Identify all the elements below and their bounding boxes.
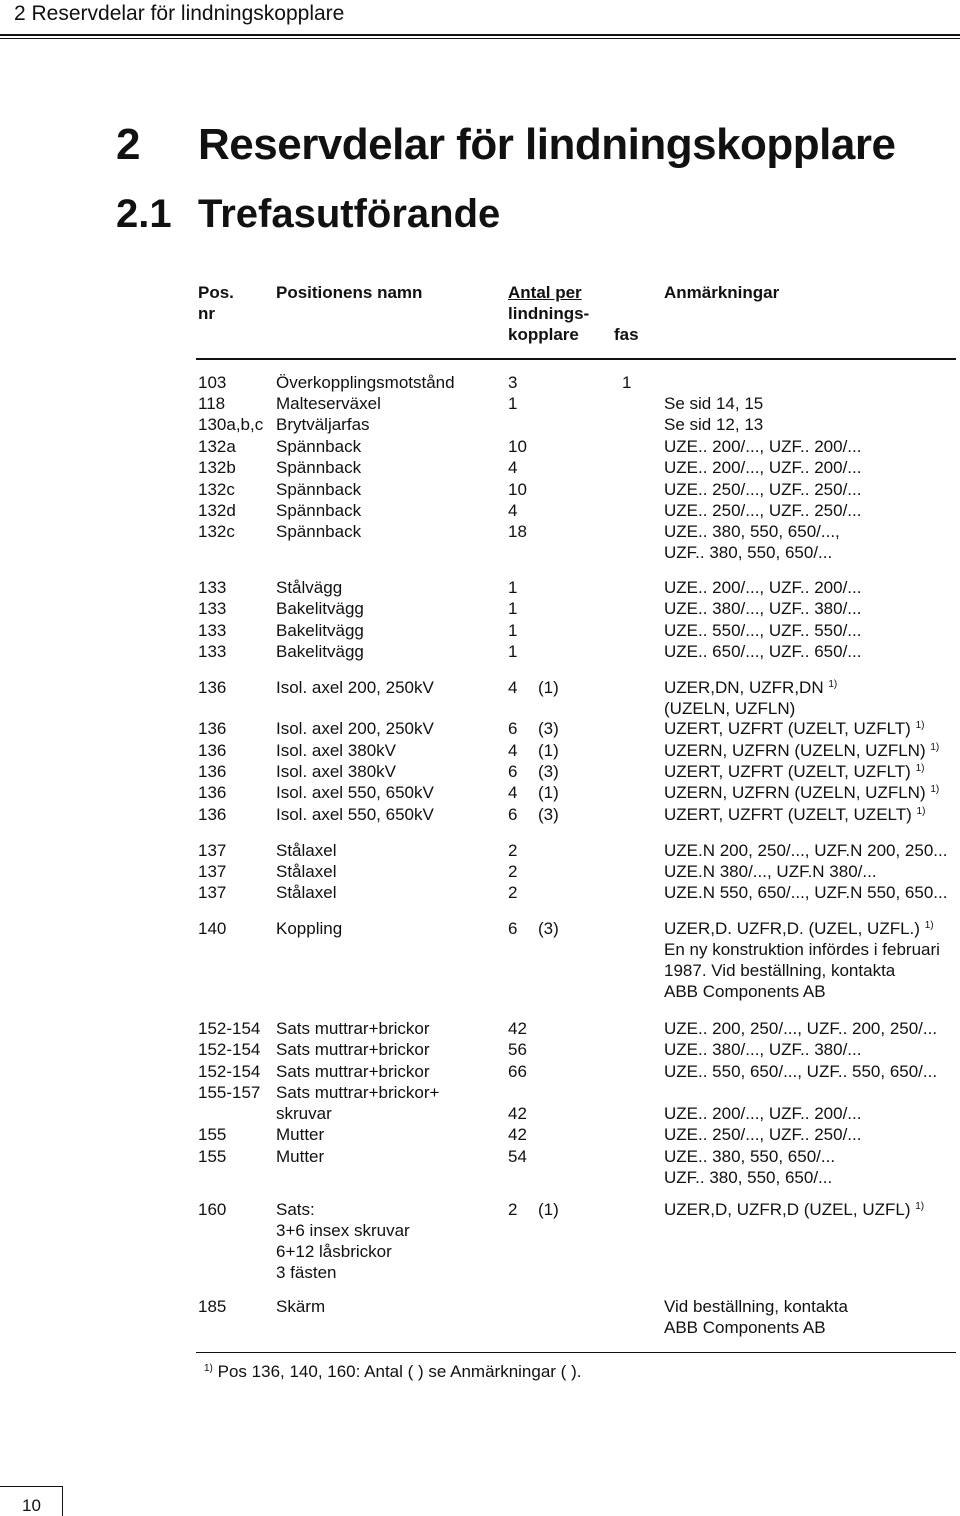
cell-note-text: UZE.. 380/..., UZF.. 380/...: [664, 1040, 862, 1059]
cell-note-text: UZE.. 380, 550, 650/...: [664, 1147, 836, 1166]
cell-name-line: Överkopplingsmotstånd: [276, 373, 455, 392]
col-header-qty-line1: Antal per: [508, 283, 582, 302]
cell-note: [664, 1146, 835, 1188]
cell-note-text: UZE.. 550/..., UZF.. 550/...: [664, 621, 862, 640]
cell-qty: 6: [508, 762, 518, 781]
col-header-pos-line1: Pos.: [198, 283, 234, 302]
cell-name-line: Skärm: [276, 1297, 326, 1316]
cell-note: [664, 677, 837, 719]
cell-name-line: Bakelitvägg: [276, 642, 364, 661]
cell-name: [276, 918, 342, 939]
cell-name: [276, 861, 336, 882]
cell-fas: (1): [538, 741, 559, 760]
cell-name-line: 3+6 insex skruvar: [276, 1221, 410, 1240]
cell-note-line: [664, 1039, 861, 1060]
cell-qty: 56: [508, 1040, 527, 1059]
table-header-rule: [196, 358, 956, 360]
cell-qty: 1: [508, 578, 518, 597]
cell-name-line: 3 fästen: [276, 1263, 337, 1282]
cell-name-line: Isol. axel 380kV: [276, 762, 397, 781]
cell-name-line: Spännback: [276, 480, 362, 499]
cell-pos: 155: [198, 1125, 227, 1144]
cell-note-line: UZF.. 380, 550, 650/...: [664, 543, 833, 562]
cell-qty: 4: [508, 783, 518, 802]
cell-note: [664, 840, 947, 861]
footnote-text: Pos 136, 140, 160: Antal ( ) se Anmärkningar ( ).: [217, 1362, 582, 1381]
col-header-fas: fas: [614, 325, 639, 344]
col-header-pos-line2: nr: [198, 304, 215, 323]
cell-note-text: UZERT, UZFRT (UZELT, UZELT): [664, 805, 912, 824]
col-header-qty: [508, 282, 589, 345]
cell-note-text: UZE.. 650/..., UZF.. 650/...: [664, 642, 862, 661]
col-header-notes: Anmärkningar: [664, 283, 780, 302]
cell-note: [664, 804, 925, 825]
cell-note-line: [664, 500, 861, 521]
cell-name-line: Spännback: [276, 522, 362, 541]
cell-name: [276, 840, 336, 861]
cell-pos: 133: [198, 578, 227, 597]
cell-note: [664, 1018, 937, 1039]
cell-name-line: Sats muttrar+brickor: [276, 1019, 430, 1038]
cell-note-line: [664, 577, 861, 598]
cell-name-line: Sats muttrar+brickor: [276, 1040, 430, 1059]
cell-note-text: UZE.. 200/..., UZF.. 200/...: [664, 458, 862, 477]
cell-note-line: En ny konstruktion infördes i februari: [664, 940, 940, 959]
section-heading: [116, 192, 500, 237]
section-title: Trefasutförande: [198, 192, 501, 236]
cell-note-line: [664, 761, 924, 782]
cell-qty: 42: [508, 1104, 527, 1123]
cell-fas: (3): [538, 762, 559, 781]
cell-qty: 6: [508, 919, 518, 938]
cell-note: [664, 598, 861, 619]
cell-note: [664, 393, 763, 414]
cell-name: [276, 393, 381, 414]
cell-pos: 155: [198, 1147, 227, 1166]
cell-name: [276, 641, 364, 662]
cell-qty: 2: [508, 883, 518, 902]
footnote-ref: 1): [916, 806, 926, 817]
cell-pos: 133: [198, 621, 227, 640]
cell-note-line: ABB Components AB: [664, 982, 826, 1001]
cell-name-line: Isol. axel 550, 650kV: [276, 783, 434, 802]
cell-note: [664, 1103, 861, 1124]
col-header-qty-line2: lindnings-: [508, 304, 590, 323]
cell-name-line: Sats muttrar+brickor: [276, 1062, 430, 1081]
chapter-heading: [116, 120, 895, 170]
cell-note-line: [664, 861, 877, 882]
cell-note-text: UZE.N 550, 650/..., UZF.N 550, 650...: [664, 883, 948, 902]
cell-note-line: [664, 918, 940, 939]
cell-name-line: Sats:: [276, 1200, 315, 1219]
cell-name-line: Spännback: [276, 437, 362, 456]
footnote-marker: 1): [204, 1363, 213, 1374]
cell-name: [276, 740, 396, 761]
cell-note-text: UZERN, UZFRN (UZELN, UZFLN): [664, 783, 926, 802]
cell-qty: 4: [508, 458, 518, 477]
footnote-ref: 1): [915, 1201, 925, 1212]
cell-pos: 136: [198, 741, 227, 760]
cell-name: [276, 718, 434, 739]
cell-note-text: UZE.. 250/..., UZF.. 250/...: [664, 480, 862, 499]
cell-note-line: [664, 620, 861, 641]
cell-note-line: [664, 414, 763, 435]
cell-note-line: [664, 1061, 937, 1082]
cell-note-line: [664, 598, 861, 619]
header-rule: [0, 34, 960, 36]
cell-fas: (3): [538, 919, 559, 938]
cell-name-line: Isol. axel 380kV: [276, 741, 397, 760]
cell-name: [276, 479, 361, 500]
cell-note-line: UZF.. 380, 550, 650/...: [664, 1168, 833, 1187]
cell-note-line: [664, 782, 939, 803]
cell-name: [276, 414, 370, 435]
cell-pos: 132c: [198, 522, 235, 541]
cell-qty: 1: [508, 621, 518, 640]
cell-note-text: UZERT, UZFRT (UZELT, UZFLT): [664, 762, 911, 781]
cell-note: [664, 1296, 848, 1338]
cell-note-line: [664, 677, 837, 698]
cell-name-line: Stålaxel: [276, 862, 337, 881]
cell-note-text: UZE.. 200/..., UZF.. 200/...: [664, 1104, 862, 1123]
cell-note-text: UZE.N 380/..., UZF.N 380/...: [664, 862, 877, 881]
cell-note: [664, 761, 924, 782]
cell-name: [276, 1018, 430, 1039]
cell-name: [276, 677, 434, 698]
cell-pos: 136: [198, 762, 227, 781]
cell-qty: 10: [508, 437, 527, 456]
cell-name: [276, 761, 396, 782]
col-header-qty-line3: kopplare: [508, 325, 579, 344]
header-rule-thin: [0, 38, 960, 39]
cell-name: [276, 804, 434, 825]
cell-qty: 42: [508, 1125, 527, 1144]
cell-note-line: [664, 1018, 937, 1039]
cell-note-line: [664, 1146, 835, 1167]
cell-note-line: 1987. Vid beställning, kontakta: [664, 961, 896, 980]
cell-note: [664, 457, 861, 478]
cell-pos: 152-154: [198, 1019, 261, 1038]
cell-qty: 1: [508, 394, 518, 413]
cell-note-text: UZE.. 550, 650/..., UZF.. 550, 650/...: [664, 1062, 938, 1081]
running-header: 2 Reservdelar för lindningskopplare: [14, 2, 345, 25]
cell-note-line: [664, 1124, 861, 1145]
cell-pos: 132c: [198, 480, 235, 499]
cell-note-line: [664, 740, 939, 761]
cell-name: [276, 577, 342, 598]
cell-name-line: Bakelitvägg: [276, 621, 364, 640]
cell-qty: 18: [508, 522, 527, 541]
cell-name: [276, 521, 361, 542]
cell-fas: (1): [538, 678, 559, 697]
col-header-name: Positionens namn: [276, 283, 423, 302]
cell-name-line: Stålaxel: [276, 883, 337, 902]
cell-note-text: UZE.. 250/..., UZF.. 250/...: [664, 501, 862, 520]
cell-name-line: Koppling: [276, 919, 343, 938]
cell-note-text: UZE.. 250/..., UZF.. 250/...: [664, 1125, 862, 1144]
cell-name: [276, 500, 361, 521]
cell-qty: 4: [508, 741, 518, 760]
cell-note-line: (UZELN, UZFLN): [664, 699, 796, 718]
cell-note: [664, 436, 861, 457]
cell-note-text: UZER,DN, UZFR,DN: [664, 678, 824, 697]
cell-name: [276, 1039, 430, 1060]
cell-note-line: [664, 1103, 861, 1124]
cell-note: [664, 718, 924, 739]
cell-fas: (1): [538, 1200, 559, 1219]
cell-note-line: [664, 1199, 924, 1220]
cell-pos: 130a,b,c: [198, 415, 264, 434]
chapter-number: 2: [116, 120, 140, 169]
cell-fas: 1: [622, 373, 632, 392]
cell-pos: 136: [198, 805, 227, 824]
footnote-ref: 1): [915, 720, 925, 731]
cell-note-line: [664, 882, 947, 903]
cell-name: [276, 1082, 439, 1103]
footnote: [204, 1362, 581, 1382]
cell-name: [276, 1061, 430, 1082]
cell-pos: 132b: [198, 458, 236, 477]
cell-note: [664, 620, 861, 641]
section-number: 2.1: [116, 192, 172, 236]
cell-note: [664, 414, 763, 435]
cell-qty: 66: [508, 1062, 527, 1081]
cell-fas: (1): [538, 783, 559, 802]
cell-qty: 2: [508, 1200, 518, 1219]
cell-fas: (3): [538, 719, 559, 738]
cell-name-line: Stålaxel: [276, 841, 337, 860]
cell-name: [276, 620, 364, 641]
page-number: 10: [22, 1496, 41, 1515]
cell-name: [276, 882, 336, 903]
cell-pos: 103: [198, 373, 227, 392]
cell-note-text: UZER,D. UZFR,D. (UZEL, UZFL.): [664, 919, 920, 938]
cell-pos: 136: [198, 783, 227, 802]
cell-qty: 54: [508, 1147, 527, 1166]
cell-note: [664, 1124, 861, 1145]
cell-note-line: [664, 641, 861, 662]
cell-name: [276, 1146, 324, 1167]
cell-note-text: Se sid 14, 15: [664, 394, 764, 413]
cell-name: [276, 1103, 332, 1124]
cell-qty: 10: [508, 480, 527, 499]
cell-note: [664, 577, 861, 598]
cell-note: [664, 521, 840, 563]
cell-name-line: Bakelitvägg: [276, 599, 364, 618]
cell-pos: 185: [198, 1297, 227, 1316]
cell-note-line: [664, 436, 861, 457]
cell-qty: 3: [508, 373, 518, 392]
cell-pos: 118: [198, 394, 226, 413]
cell-qty: 1: [508, 642, 518, 661]
cell-note-text: UZE.. 380, 550, 650/...,: [664, 522, 840, 541]
cell-note-text: UZE.. 200/..., UZF.. 200/...: [664, 437, 862, 456]
cell-note-text: UZERT, UZFRT (UZELT, UZFLT): [664, 719, 911, 738]
cell-pos: 137: [198, 841, 227, 860]
cell-name: [276, 1296, 325, 1317]
cell-name-line: Spännback: [276, 458, 362, 477]
cell-note-text: UZE.. 200/..., UZF.. 200/...: [664, 578, 862, 597]
cell-name-line: Spännback: [276, 501, 362, 520]
cell-note-text: Se sid 12, 13: [664, 415, 764, 434]
cell-note-line: [664, 718, 924, 739]
chapter-title: Reservdelar för lindningskopplare: [198, 120, 896, 169]
cell-pos: 136: [198, 719, 227, 738]
cell-pos: 136: [198, 678, 227, 697]
footnote-ref: 1): [930, 784, 940, 795]
cell-note-text: UZE.. 380/..., UZF.. 380/...: [664, 599, 862, 618]
cell-note-line: [664, 393, 763, 414]
footnote-ref: 1): [828, 679, 838, 690]
cell-qty: 2: [508, 862, 518, 881]
cell-qty: 6: [508, 719, 518, 738]
cell-name-line: Malteserväxel: [276, 394, 381, 413]
cell-name-line: Brytväljarfas: [276, 415, 370, 434]
cell-name-line: 6+12 låsbrickor: [276, 1242, 392, 1261]
cell-name-line: Mutter: [276, 1147, 325, 1166]
cell-note-text: UZERN, UZFRN (UZELN, UZFLN): [664, 741, 926, 760]
cell-name: [276, 436, 361, 457]
cell-qty: 2: [508, 841, 518, 860]
cell-note-line: ABB Components AB: [664, 1318, 826, 1337]
cell-note: [664, 740, 939, 761]
cell-name-line: Sats muttrar+brickor+: [276, 1083, 440, 1102]
cell-qty: 1: [508, 599, 518, 618]
cell-note-line: [664, 457, 861, 478]
cell-note: [664, 641, 861, 662]
cell-note-line: [664, 804, 925, 825]
cell-pos: 155-157: [198, 1083, 261, 1102]
cell-pos: 152-154: [198, 1062, 261, 1081]
cell-pos: 137: [198, 883, 227, 902]
footnote-ref: 1): [924, 920, 934, 931]
cell-name-line: Stålvägg: [276, 578, 343, 597]
cell-name-line: Isol. axel 550, 650kV: [276, 805, 434, 824]
cell-note: [664, 861, 877, 882]
cell-note-text: Vid beställning, kontakta: [664, 1297, 848, 1316]
cell-pos: 140: [198, 919, 227, 938]
cell-pos: 132d: [198, 501, 236, 520]
cell-name: [276, 457, 361, 478]
cell-note: [664, 1199, 924, 1220]
cell-name: [276, 598, 364, 619]
cell-note: [664, 1061, 937, 1082]
cell-note-text: UZER,D, UZFR,D (UZEL, UZFL): [664, 1200, 911, 1219]
cell-name: [276, 782, 434, 803]
cell-note-line: [664, 840, 947, 861]
cell-name-line: Mutter: [276, 1125, 325, 1144]
cell-note-text: UZE.N 200, 250/..., UZF.N 200, 250...: [664, 841, 948, 860]
cell-pos: 132a: [198, 437, 236, 456]
cell-name: [276, 1199, 410, 1283]
cell-note: [664, 500, 861, 521]
cell-note: [664, 918, 940, 1002]
cell-qty: 42: [508, 1019, 527, 1038]
cell-name-line: Isol. axel 200, 250kV: [276, 719, 434, 738]
cell-note: [664, 1039, 861, 1060]
cell-name: [276, 372, 455, 393]
cell-note-line: [664, 1296, 848, 1317]
cell-name-line: Isol. axel 200, 250kV: [276, 678, 434, 697]
cell-note-text: UZE.. 200, 250/..., UZF.. 200, 250/...: [664, 1019, 938, 1038]
cell-note-line: [664, 521, 840, 542]
footnote-ref: 1): [930, 742, 940, 753]
cell-pos: 160: [198, 1200, 227, 1219]
cell-note-line: [664, 479, 861, 500]
cell-name-line: skruvar: [276, 1104, 332, 1123]
cell-qty: 4: [508, 678, 518, 697]
cell-pos: 152-154: [198, 1040, 261, 1059]
cell-note: [664, 479, 861, 500]
cell-name: [276, 1124, 324, 1145]
cell-note: [664, 782, 939, 803]
cell-note: [664, 882, 947, 903]
footnote-ref: 1): [915, 763, 925, 774]
cell-fas: (3): [538, 805, 559, 824]
cell-pos: 133: [198, 599, 227, 618]
col-header-pos: [198, 282, 234, 324]
cell-pos: 137: [198, 862, 227, 881]
cell-pos: 133: [198, 642, 227, 661]
cell-qty: 4: [508, 501, 518, 520]
footnote-rule: [196, 1352, 956, 1353]
cell-qty: 6: [508, 805, 518, 824]
